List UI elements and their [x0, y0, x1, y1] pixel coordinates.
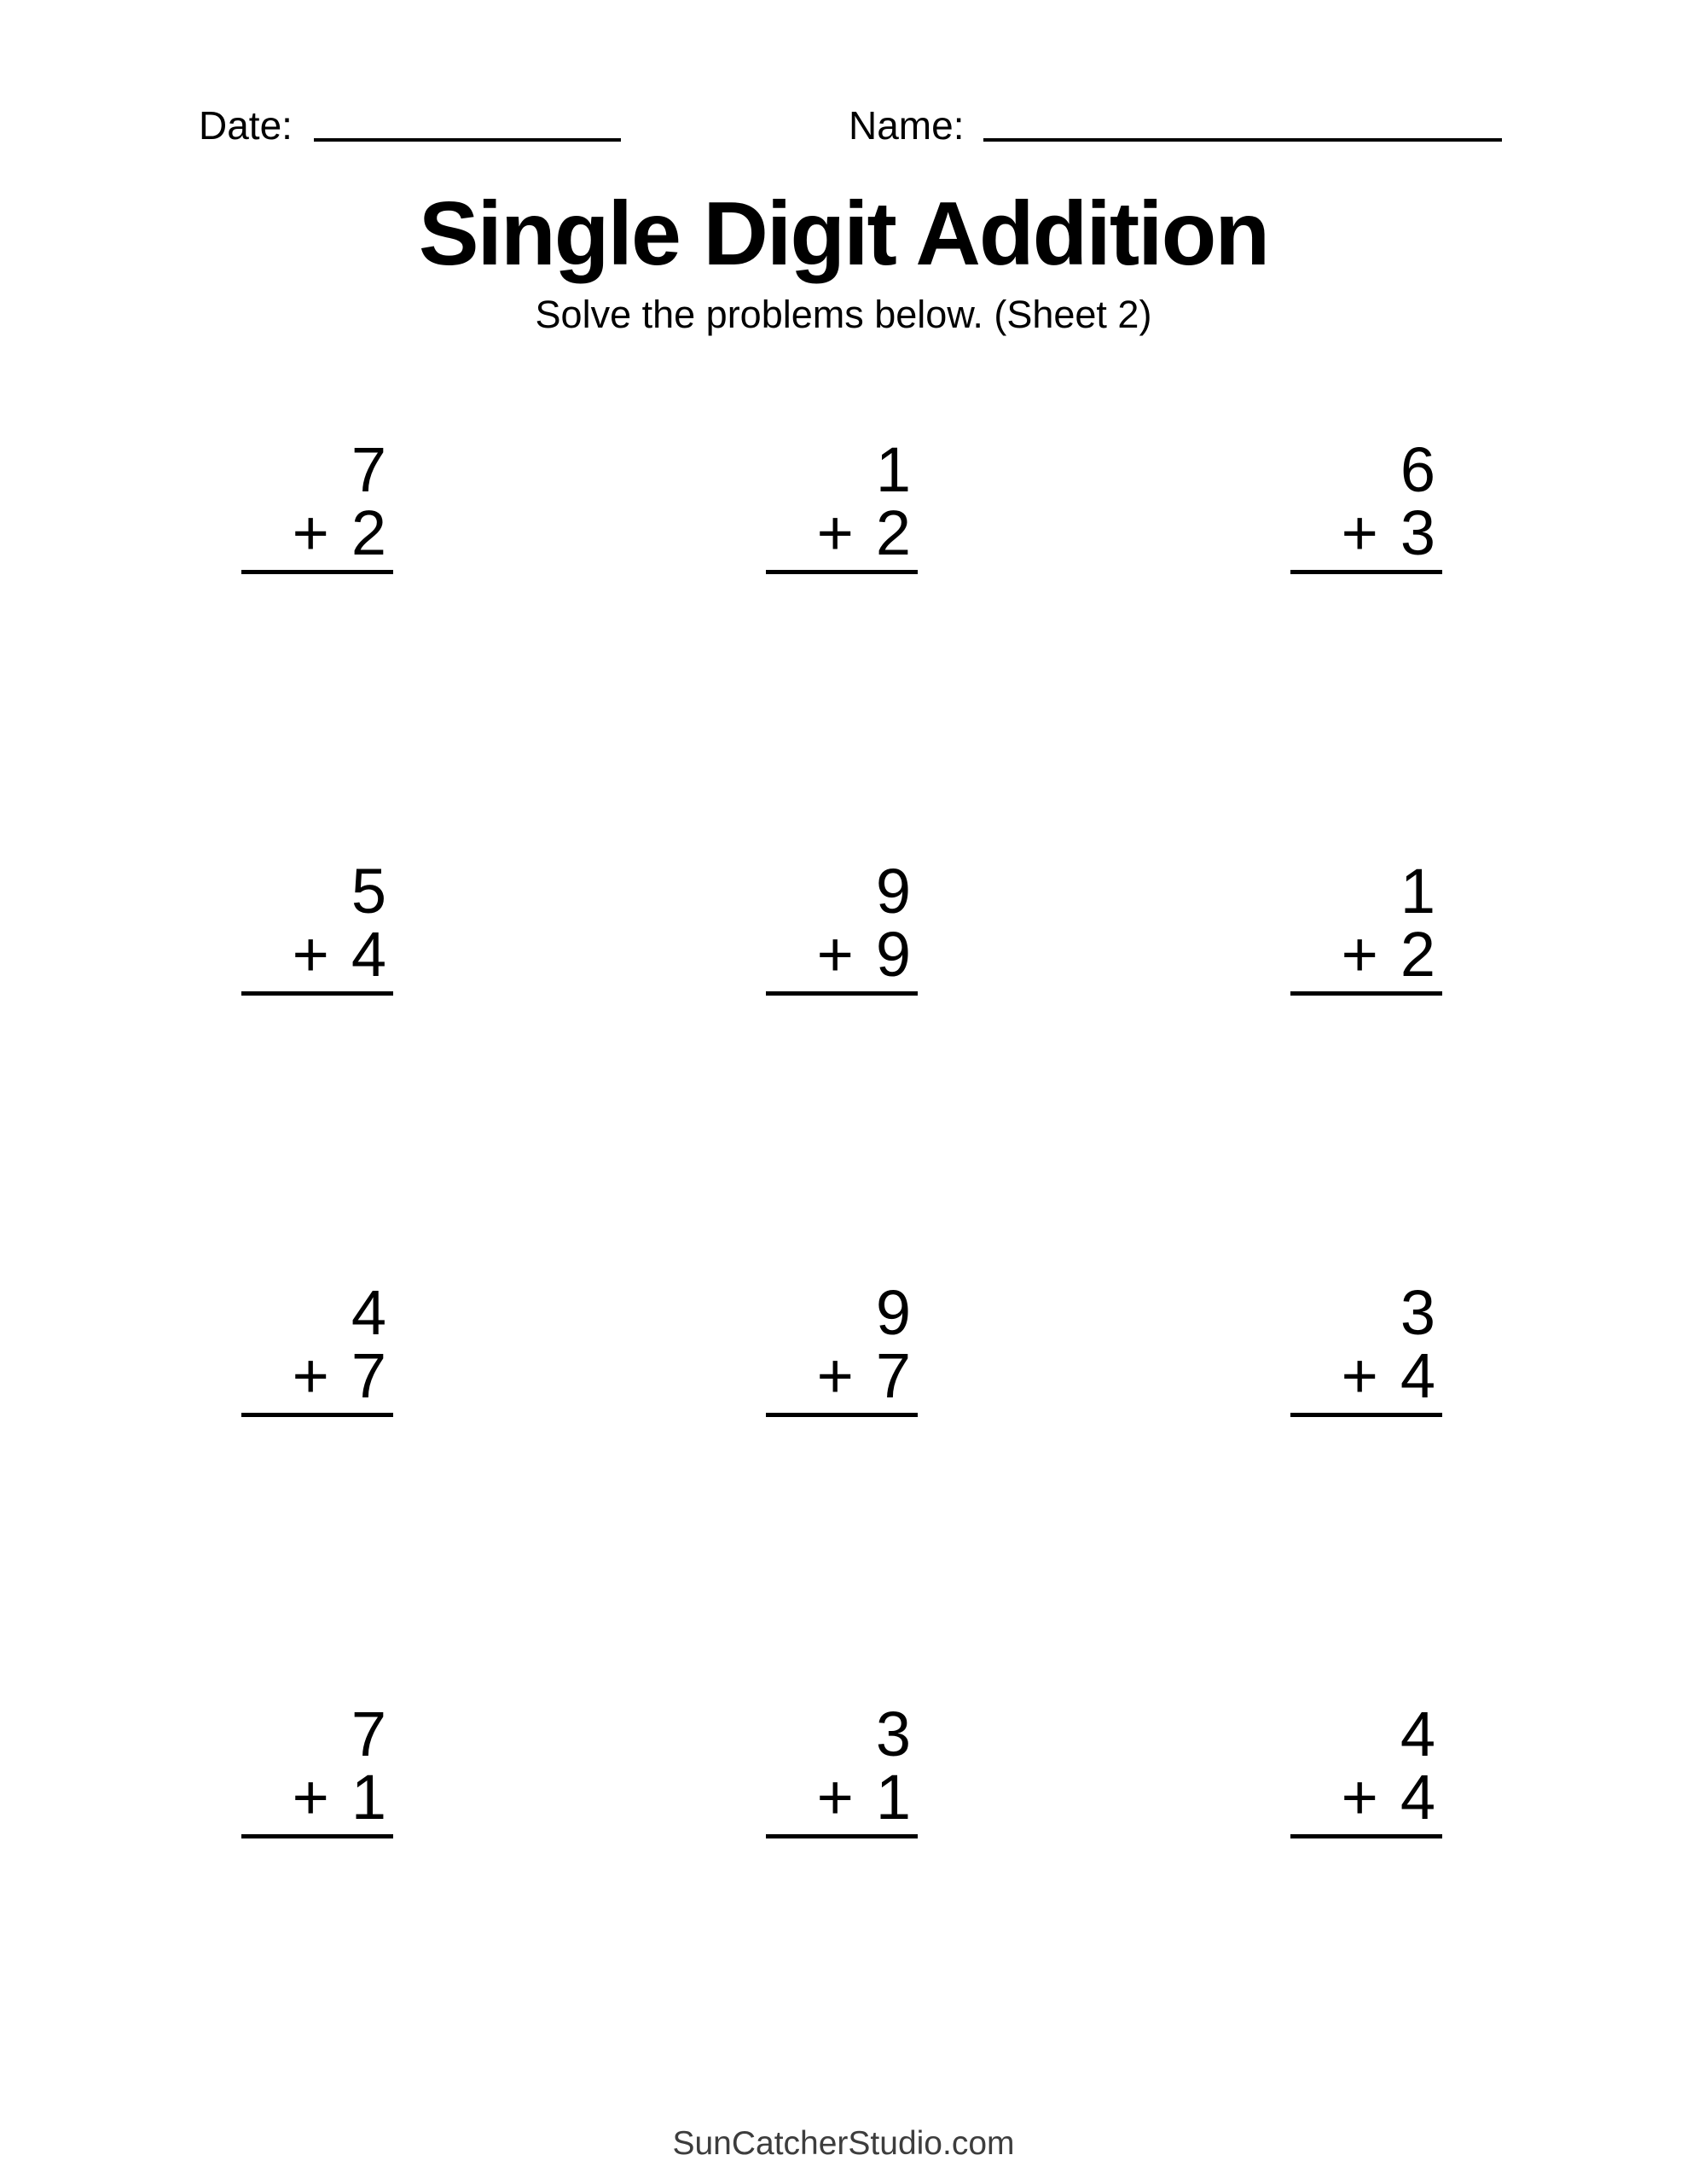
addend-bottom: 1: [351, 1762, 386, 1833]
addend-top: 7: [351, 434, 386, 505]
addition-problem-6: [1290, 856, 1442, 996]
addition-problem-1: [241, 434, 393, 574]
name-label: Name:: [849, 103, 965, 148]
addend-bottom: 2: [351, 497, 386, 568]
addend-bottom: 1: [875, 1762, 911, 1833]
addend-top: 1: [875, 434, 911, 505]
addition-problem-10: [241, 1699, 393, 1838]
addend-bottom: 3: [1400, 497, 1435, 568]
addend-bottom-row: [241, 919, 393, 990]
addend-top: 5: [351, 856, 386, 926]
addition-problem-5: [766, 856, 918, 996]
addend-bottom: 4: [1400, 1340, 1435, 1411]
plus-operator: +: [816, 1762, 854, 1833]
addition-problem-11: [766, 1699, 918, 1838]
addend-bottom-row: [1290, 1762, 1442, 1833]
plus-operator: +: [292, 919, 329, 990]
addend-top: 1: [1400, 856, 1435, 926]
addend-top: 4: [351, 1277, 386, 1348]
plus-operator: +: [816, 919, 854, 990]
plus-operator: +: [816, 497, 854, 568]
footer-website: SunCatcherStudio.com: [672, 2125, 1015, 2162]
plus-operator: +: [1341, 919, 1378, 990]
addend-bottom-row: [766, 1762, 918, 1833]
addend-bottom: 7: [875, 1340, 911, 1411]
plus-operator: +: [1341, 1762, 1378, 1833]
page-title: Single Digit Addition: [418, 183, 1269, 284]
plus-operator: +: [292, 497, 329, 568]
addend-bottom-row: [766, 497, 918, 568]
addend-bottom: 9: [875, 919, 911, 990]
addend-top: 7: [351, 1699, 386, 1769]
addend-bottom-row: [241, 497, 393, 568]
addition-problem-9: [1290, 1277, 1442, 1417]
name-blank-line: [983, 138, 1502, 142]
addend-bottom: 2: [875, 497, 911, 568]
addend-bottom-row: [1290, 919, 1442, 990]
addend-top: 4: [1400, 1699, 1435, 1769]
plus-operator: +: [1341, 497, 1378, 568]
addition-problem-8: [766, 1277, 918, 1417]
addend-bottom-row: [766, 1340, 918, 1411]
addend-top: 9: [875, 1277, 911, 1348]
plus-operator: +: [292, 1340, 329, 1411]
addition-problem-12: [1290, 1699, 1442, 1838]
addend-bottom-row: [241, 1340, 393, 1411]
addend-bottom: 4: [351, 919, 386, 990]
addend-bottom: 2: [1400, 919, 1435, 990]
addend-bottom: 7: [351, 1340, 386, 1411]
date-blank-line: [314, 138, 621, 142]
addend-top: 3: [1400, 1277, 1435, 1348]
addition-problem-7: [241, 1277, 393, 1417]
plus-operator: +: [1341, 1340, 1378, 1411]
addend-bottom-row: [1290, 1340, 1442, 1411]
addition-problem-3: [1290, 434, 1442, 574]
problems-grid: [241, 434, 1442, 1838]
addend-bottom-row: [241, 1762, 393, 1833]
addition-problem-4: [241, 856, 393, 996]
plus-operator: +: [816, 1340, 854, 1411]
addend-top: 9: [875, 856, 911, 926]
addend-bottom-row: [1290, 497, 1442, 568]
addend-bottom: 4: [1400, 1762, 1435, 1833]
addition-problem-2: [766, 434, 918, 574]
plus-operator: +: [292, 1762, 329, 1833]
page-subtitle: Solve the problems below. (Sheet 2): [535, 293, 1152, 336]
addend-bottom-row: [766, 919, 918, 990]
date-label: Date:: [199, 103, 293, 148]
addend-top: 6: [1400, 434, 1435, 505]
addend-top: 3: [875, 1699, 911, 1769]
